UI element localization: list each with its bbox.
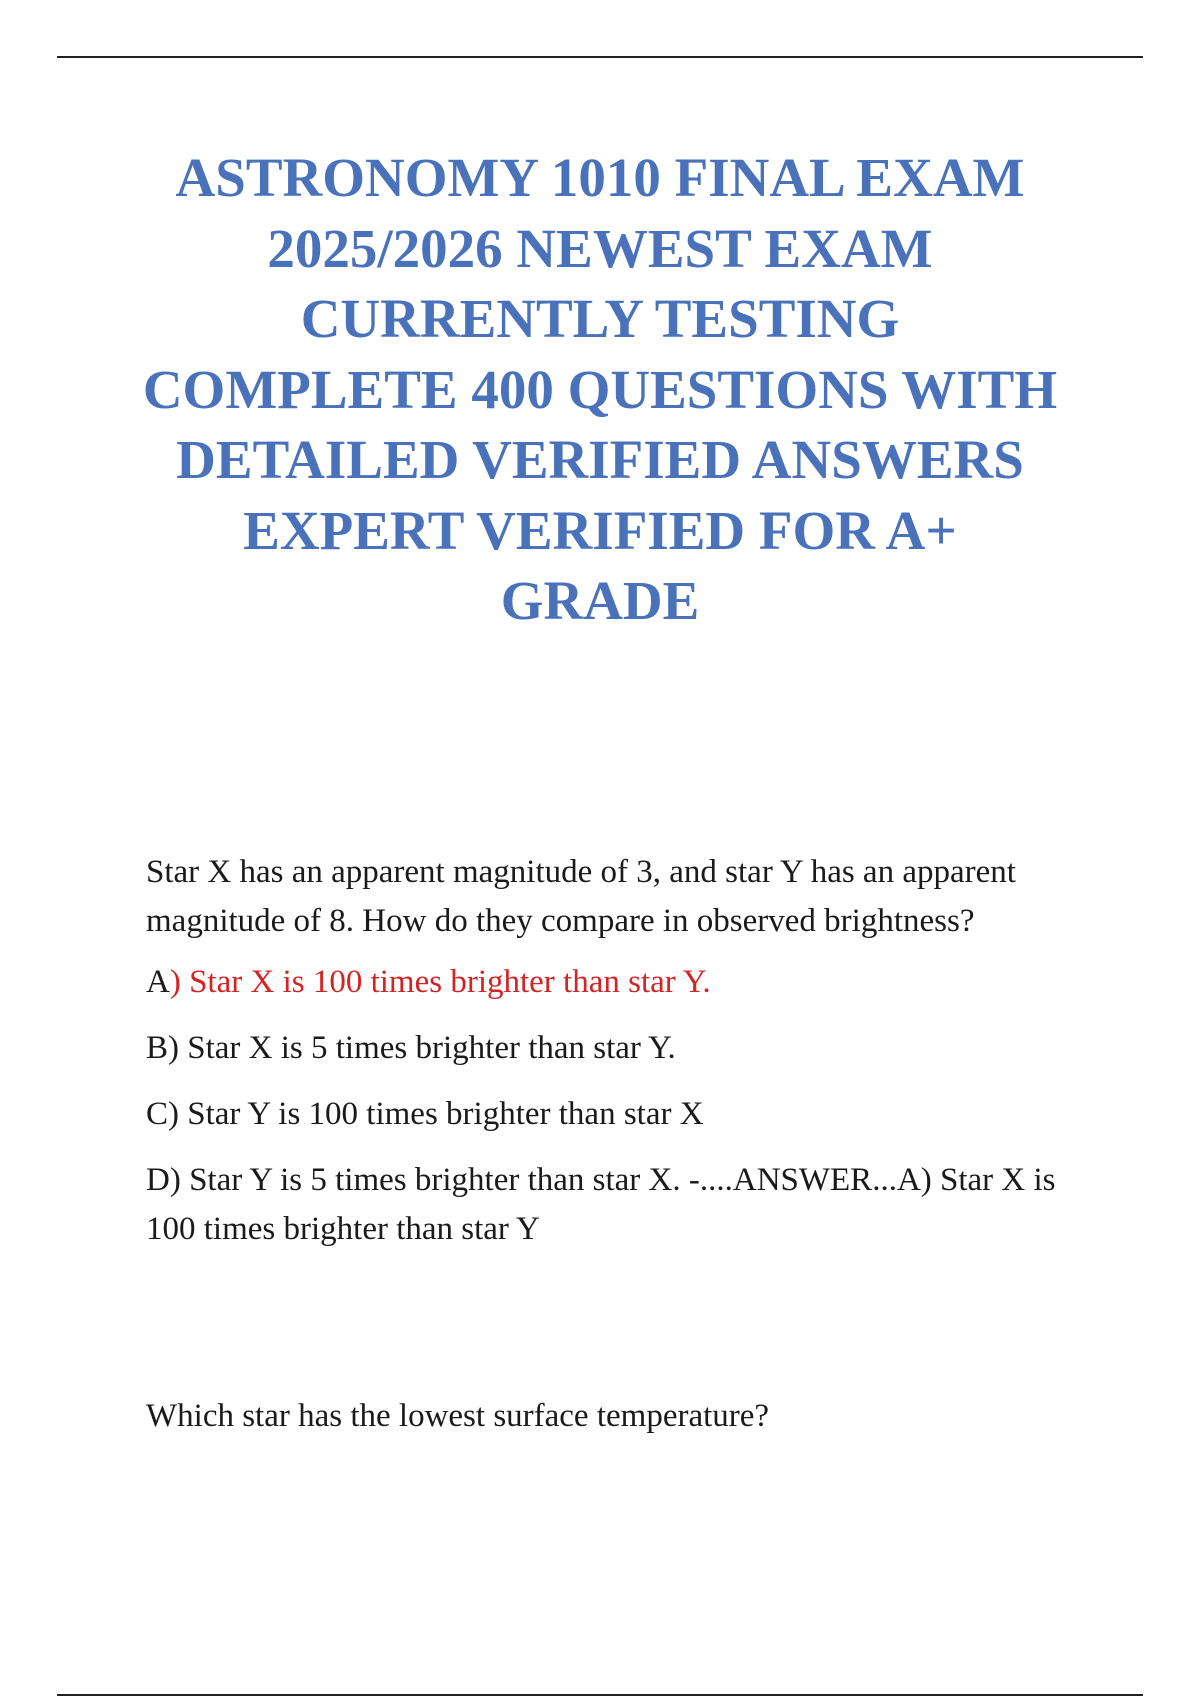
top-rule	[57, 56, 1143, 58]
document-title	[100, 143, 1100, 637]
title-line: GRADE	[500, 570, 700, 631]
question-text: Star X has an apparent magnitude of 3, and star Y has an apparent magnitude of 8. How do they compare in observed brightness?	[146, 854, 1016, 939]
option-a-letter: A	[146, 964, 170, 1000]
question-1	[146, 848, 1106, 1254]
bottom-rule	[57, 1694, 1143, 1696]
title-line: 2025/2026 NEWEST EXAM	[267, 217, 933, 279]
question-2	[146, 1392, 1106, 1441]
title-line: COMPLETE 400 QUESTIONS WITH	[142, 358, 1058, 420]
option-a-text: ) Star X is 100 times brighter than star Y.	[169, 964, 711, 1000]
question-text: Which star has the lowest surface temperature?	[146, 1398, 770, 1434]
title-line: EXPERT VERIFIED FOR A+	[243, 499, 957, 561]
title-line: ASTRONOMY 1010 FINAL EXAM	[175, 147, 1025, 208]
option-a	[146, 958, 1106, 1007]
title-line: DETAILED VERIFIED ANSWERS	[176, 429, 1024, 490]
option-b: B) Star X is 5 times brighter than star Y.	[146, 1030, 676, 1066]
title-line: CURRENTLY TESTING	[300, 288, 900, 349]
option-c: C) Star Y is 100 times brighter than star X	[146, 1096, 704, 1132]
option-d: D) Star Y is 5 times brighter than star X. -....ANSWER...A) Star X is 100 times brighter than star Y	[146, 1162, 1056, 1247]
